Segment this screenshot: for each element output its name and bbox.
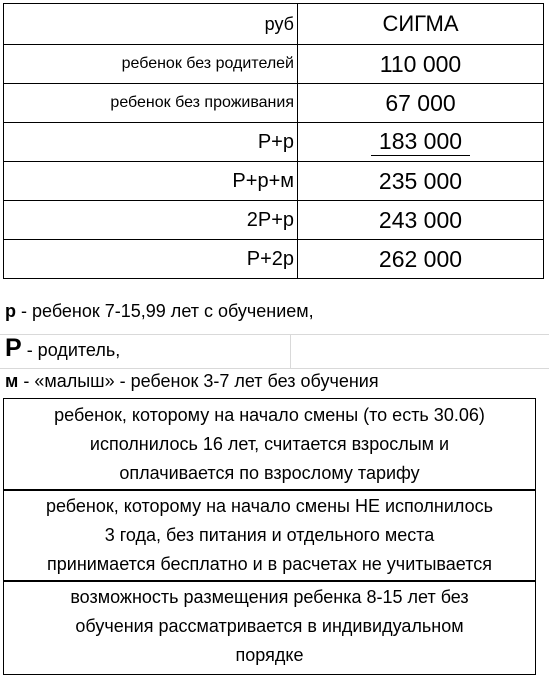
gridline: [0, 368, 549, 369]
row-price: 183 000: [371, 128, 470, 156]
note-line: обучения рассматривается в индивидуальном: [75, 616, 464, 636]
row-price[interactable]: 110 000: [298, 45, 544, 84]
legend-text: - ребенок 7-15,99 лет с обучением,: [16, 301, 314, 321]
currency-label[interactable]: руб: [4, 4, 298, 45]
row-price[interactable]: 243 000: [298, 201, 544, 240]
table-row: [4, 123, 544, 162]
row-price-cell[interactable]: [298, 123, 544, 162]
note-line: принимается бесплатно и в расчетах не учитывается: [47, 554, 492, 574]
row-label[interactable]: ребенок без проживания: [4, 84, 298, 123]
table-row: [4, 162, 544, 201]
legend-key: р: [5, 301, 16, 321]
column-title[interactable]: СИГМА: [298, 4, 544, 45]
note-line: ребенок, которому на начало смены НЕ исполнилось: [45, 496, 493, 516]
legend-text: - «малыш» - ребенок 3-7 лет без обучения: [18, 371, 379, 391]
legend-key: м: [5, 371, 19, 391]
legend-text: - родитель,: [21, 340, 121, 360]
legend-line-child[interactable]: [5, 301, 314, 322]
row-label[interactable]: 2Р+р: [4, 201, 298, 240]
note-line: ребенок, которому на начало смены (то есть 30.06): [54, 405, 485, 425]
row-price[interactable]: 235 000: [298, 162, 544, 201]
note-line: возможность размещения ребенка 8-15 лет без: [70, 587, 469, 607]
price-table: [3, 3, 544, 279]
note-under-3[interactable]: [3, 489, 536, 582]
legend-line-toddler[interactable]: [5, 371, 379, 392]
row-label[interactable]: ребенок без родителей: [4, 45, 298, 84]
row-label[interactable]: Р+р: [4, 123, 298, 162]
note-age-8-15[interactable]: [3, 580, 536, 675]
row-price[interactable]: 67 000: [298, 84, 544, 123]
table-row: [4, 84, 544, 123]
note-line: исполнилось 16 лет, считается взрослым и: [89, 434, 450, 454]
row-label[interactable]: Р+2р: [4, 240, 298, 279]
note-line: 3 года, без питания и отдельного места: [104, 525, 435, 545]
note-age-16[interactable]: [3, 398, 536, 491]
note-line: оплачивается по взрослому тарифу: [119, 463, 420, 483]
table-header-row: [4, 4, 544, 45]
table-row: [4, 240, 544, 279]
gridline: [290, 334, 291, 368]
row-label[interactable]: Р+р+м: [4, 162, 298, 201]
table-row: [4, 201, 544, 240]
note-line: порядке: [235, 645, 304, 665]
legend-line-parent[interactable]: [5, 334, 120, 363]
table-row: [4, 45, 544, 84]
legend-key: Р: [5, 334, 22, 362]
row-price[interactable]: 262 000: [298, 240, 544, 279]
